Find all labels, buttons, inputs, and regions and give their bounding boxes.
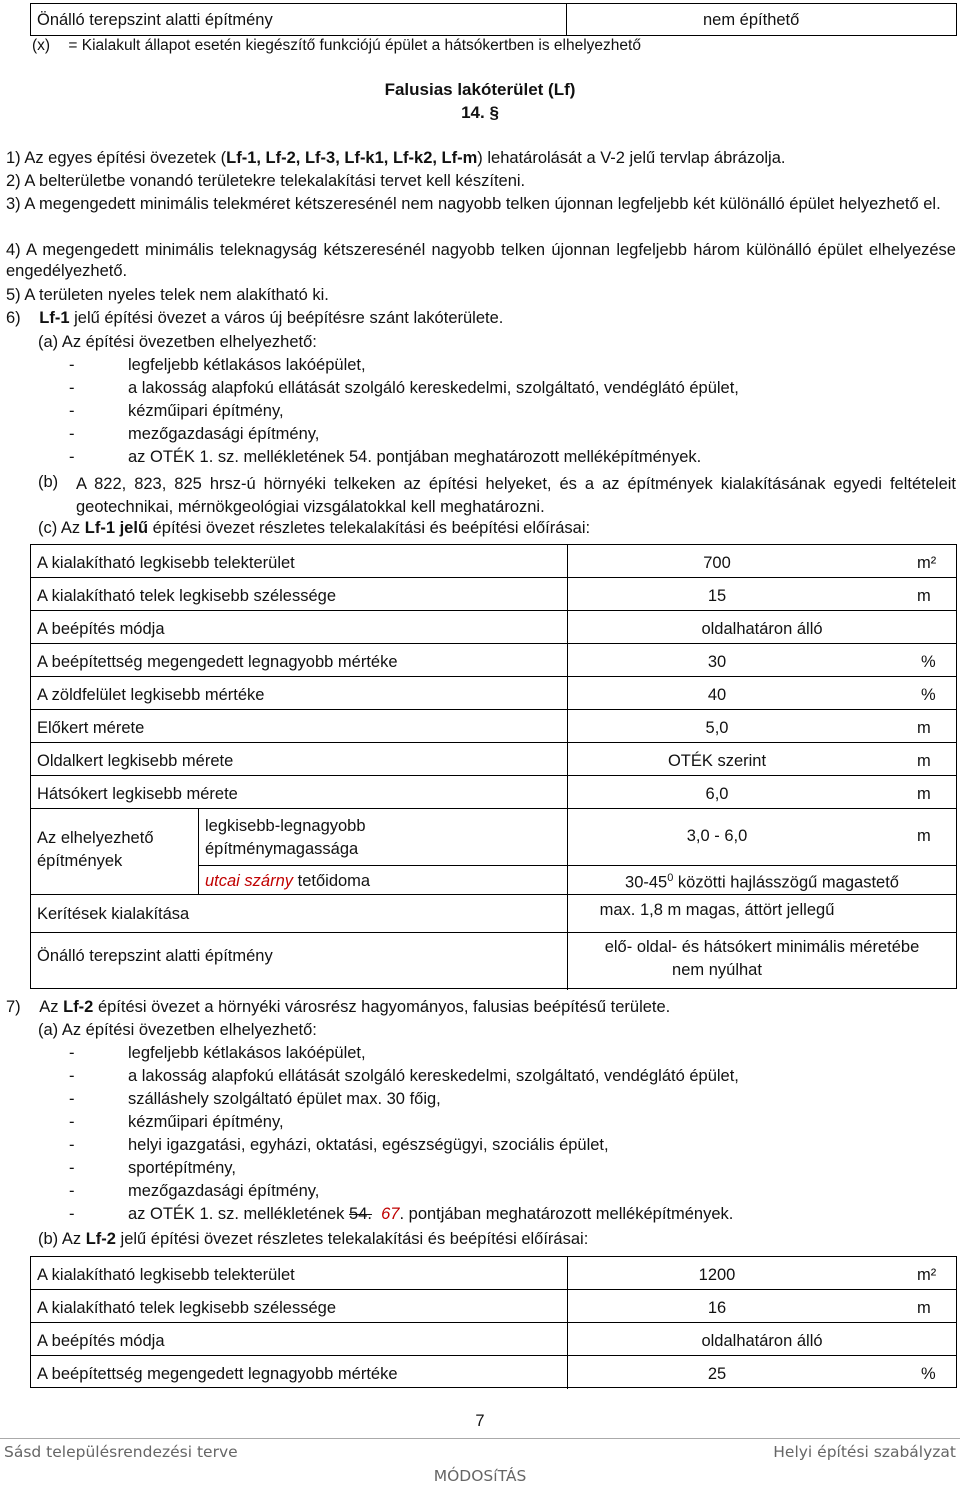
roof-text: tetőidoma: [293, 872, 371, 890]
p1-text-post: ) lehatárolását a V-2 jelű tervlap ábrázolja.: [477, 149, 786, 167]
street-wing-label: utcai szárny: [205, 872, 294, 890]
top-row-label: Önálló terepszint alatti építmény: [37, 11, 273, 29]
p1-text-pre: 1) Az egyes építési övezetek (: [6, 149, 227, 167]
table-label: A beépítés módja: [37, 1332, 165, 1350]
list-dash: -: [69, 425, 75, 443]
table-value: 1200: [698, 1266, 736, 1284]
list-item: az OTÉK 1. sz. mellékletének 54. pontjában meghatározott melléképítmények.: [128, 448, 702, 466]
list-dash: -: [69, 1205, 75, 1223]
lf1-a-heading: (a) Az építési övezetben elhelyezhető:: [38, 333, 317, 351]
table-unit: m²: [917, 554, 937, 572]
list-item: kézműipari építmény,: [128, 402, 284, 420]
table-label: Előkert mérete: [37, 719, 145, 737]
paragraph-2: 2) A belterületbe vonandó területekre telekalakítási tervet kell készíteni.: [6, 172, 526, 190]
list-item: szálláshely szolgáltató épület max. 30 főig,: [128, 1090, 441, 1108]
list-dash: -: [69, 402, 75, 420]
section-title: Falusias lakóterület (Lf): [384, 80, 576, 99]
list-dash: -: [69, 1044, 75, 1062]
table-unit: m: [917, 587, 931, 605]
top-table-row: [30, 3, 957, 36]
list-item: mezőgazdasági építmény,: [128, 1182, 320, 1200]
table-unit: m²: [917, 1266, 937, 1284]
list-item: a lakosság alapfokú ellátását szolgáló kereskedelmi, szolgáltató, vendéglátó épület,: [128, 1067, 739, 1085]
struck-number: 54.: [349, 1205, 372, 1223]
table-value: 30: [707, 653, 727, 671]
list-item: kézműipari építmény,: [128, 1113, 284, 1131]
fence-label: Kerítések kialakítása: [37, 905, 190, 923]
table-unit: %: [921, 653, 936, 671]
height-label-line2: építménymagassága: [205, 840, 359, 858]
p7-zone-code: Lf-2: [63, 998, 94, 1016]
height-label-line1: legkisebb-legnagyobb: [205, 817, 366, 835]
p6-zone-code: Lf-1: [39, 309, 70, 327]
building-label-line1: Az elhelyezhető: [37, 829, 154, 847]
table-label: A beépítettség megengedett legnagyobb mértéke: [37, 653, 398, 671]
table-label: A kialakítható legkisebb telekterület: [37, 554, 295, 572]
table-label: A beépítés módja: [37, 620, 165, 638]
paragraph-4: 4) A megengedett minimális teleknagyság kétszeresénél nagyobb telken újonnan legfeljebb három különálló épület elhelyezése engedélyezhető.: [6, 241, 956, 280]
b-post: jelű építési övezet részletes telekalakítási és beépítési előírásai:: [115, 1230, 589, 1248]
c-post: építési övezet részletes telekalakítási és beépítési előírásai:: [148, 519, 591, 537]
roof-text-post: közötti hajlásszögű magastető: [673, 873, 899, 892]
list-dash: -: [69, 1113, 75, 1131]
list-dash: -: [69, 1159, 75, 1177]
paragraph-1: [6, 149, 785, 168]
underground-value-line1: elő- oldal- és hátsókert minimális méretébe: [604, 938, 920, 956]
list-dash: -: [69, 1067, 75, 1085]
lf1-c-heading: [38, 519, 590, 538]
footnote-text: = Kialakult állapot esetén kiegészítő funkciójú épület a hátsókertben is elhelyezhető: [68, 37, 641, 54]
last-pre: az OTÉK 1. sz. mellékletének: [128, 1205, 350, 1223]
p6-text: jelű építési övezet a város új beépítésre szánt lakóterülete.: [69, 309, 504, 327]
list-item: helyi igazgatási, egyházi, oktatási, egészségügyi, szociális épület,: [128, 1136, 609, 1154]
table-label: Oldalkert legkisebb mérete: [37, 752, 234, 770]
table-label: A beépítettség megengedett legnagyobb mértéke: [37, 1365, 398, 1383]
roof-angle: 30-45: [625, 873, 668, 892]
footnote-mark: (x): [32, 37, 51, 54]
table-value: 25: [707, 1365, 727, 1383]
list-item-last: [128, 1205, 733, 1224]
underground-value-line2: nem nyúlhat: [672, 961, 762, 979]
table-value: 15: [707, 587, 727, 605]
table-label: A kialakítható telek legkisebb szélessége: [37, 587, 337, 605]
table-unit: m: [917, 719, 931, 737]
table-value: oldalhatáron álló: [701, 1332, 823, 1350]
b-pre: (b) Az: [38, 1230, 86, 1248]
list-item: sportépítmény,: [128, 1159, 236, 1177]
building-label-line2: építmények: [37, 852, 123, 870]
table-label: A zöldfelület legkisebb mértéke: [37, 686, 265, 704]
table-value: 16: [707, 1299, 727, 1317]
list-dash: -: [69, 448, 75, 466]
table-unit: %: [921, 1365, 936, 1383]
table-value: 6,0: [705, 785, 729, 803]
roof-label: [205, 872, 370, 891]
height-value: 3,0 - 6,0: [686, 827, 748, 845]
degree-mark: 0: [667, 872, 674, 884]
table-unit: m: [917, 1299, 931, 1317]
table-label: A kialakítható telek legkisebb szélessége: [37, 1299, 337, 1317]
underground-label: Önálló terepszint alatti építmény: [37, 947, 273, 965]
table-label: A kialakítható legkisebb telekterület: [37, 1266, 295, 1284]
table-unit: %: [921, 686, 936, 704]
table-unit: m: [917, 752, 931, 770]
list-dash: -: [69, 1090, 75, 1108]
lf2-b-heading: [38, 1230, 588, 1249]
table-value: oldalhatáron álló: [701, 620, 823, 638]
lf1-b-label: (b): [38, 473, 59, 491]
footer-left: Sásd településrendezési terve: [4, 1443, 238, 1461]
p7-number: 7): [6, 998, 21, 1016]
footer-center: MÓDOSíTÁS: [433, 1467, 527, 1485]
paragraph-6: [6, 309, 503, 328]
table-label: Hátsókert legkisebb mérete: [37, 785, 238, 803]
last-post: . pontjában meghatározott melléképítmények.: [399, 1205, 734, 1223]
p7-pre: Az: [39, 998, 64, 1016]
p6-number: 6): [6, 309, 21, 327]
table-unit: m: [917, 785, 931, 803]
list-dash: -: [69, 379, 75, 397]
paragraph-5: 5) A területen nyeles telek nem alakítható ki.: [6, 286, 329, 304]
list-item: legfeljebb kétlakásos lakóépület,: [128, 356, 366, 374]
section-number: 14. §: [461, 103, 499, 122]
lf1-b-text: A 822, 823, 825 hrsz-ú hörnyéki telkeken az építési helyeket, és a az építmények kialakításának egyedi feltételeit geotechnikai, mérnökgeológiai vizsgálatokkal kell meghatározni.: [76, 475, 956, 516]
paragraph-3: 3) A megengedett minimális telekméret kétszeresénél nem nagyobb telken újonnan legfeljebb két különálló épület helyezhető el.: [6, 195, 941, 213]
list-dash: -: [69, 356, 75, 374]
c-zone-code: Lf-1 jelű: [84, 519, 149, 537]
footnote: [32, 37, 641, 55]
top-row-value: nem építhető: [703, 11, 800, 29]
table-value: 40: [707, 686, 727, 704]
list-dash: -: [69, 1182, 75, 1200]
table-value: OTÉK szerint: [667, 752, 767, 770]
footer-right: Helyi építési szabályzat: [773, 1443, 956, 1461]
table-value: 5,0: [705, 719, 729, 737]
roof-value: [567, 872, 957, 893]
fence-value: max. 1,8 m magas, áttört jellegű: [599, 901, 835, 919]
amended-number: 67: [381, 1205, 400, 1223]
table-divider: [566, 4, 567, 35]
p7-text: építési övezet a hörnyéki városrész hagyományos, falusias beépítésű területe.: [93, 998, 671, 1016]
list-dash: -: [69, 1136, 75, 1154]
lf2-a-heading: (a) Az építési övezetben elhelyezhető:: [38, 1021, 317, 1039]
list-item: mezőgazdasági építmény,: [128, 425, 320, 443]
list-item: legfeljebb kétlakásos lakóépület,: [128, 1044, 366, 1062]
p1-zone-codes: Lf-1, Lf-2, Lf-3, Lf-k1, Lf-k2, Lf-m: [226, 149, 478, 167]
page-number: 7: [475, 1412, 485, 1430]
paragraph-7: [6, 998, 670, 1017]
list-item: a lakosság alapfokú ellátását szolgáló kereskedelmi, szolgáltató, vendéglátó épület,: [128, 379, 739, 397]
lf1-regulation-table: [30, 544, 957, 989]
b-zone-code: Lf-2: [85, 1230, 116, 1248]
table-value: 700: [703, 554, 731, 572]
c-pre: (c) Az: [38, 519, 85, 537]
lf2-regulation-table: [30, 1256, 957, 1388]
footer-divider: [0, 1438, 960, 1439]
height-unit: m: [917, 827, 931, 845]
